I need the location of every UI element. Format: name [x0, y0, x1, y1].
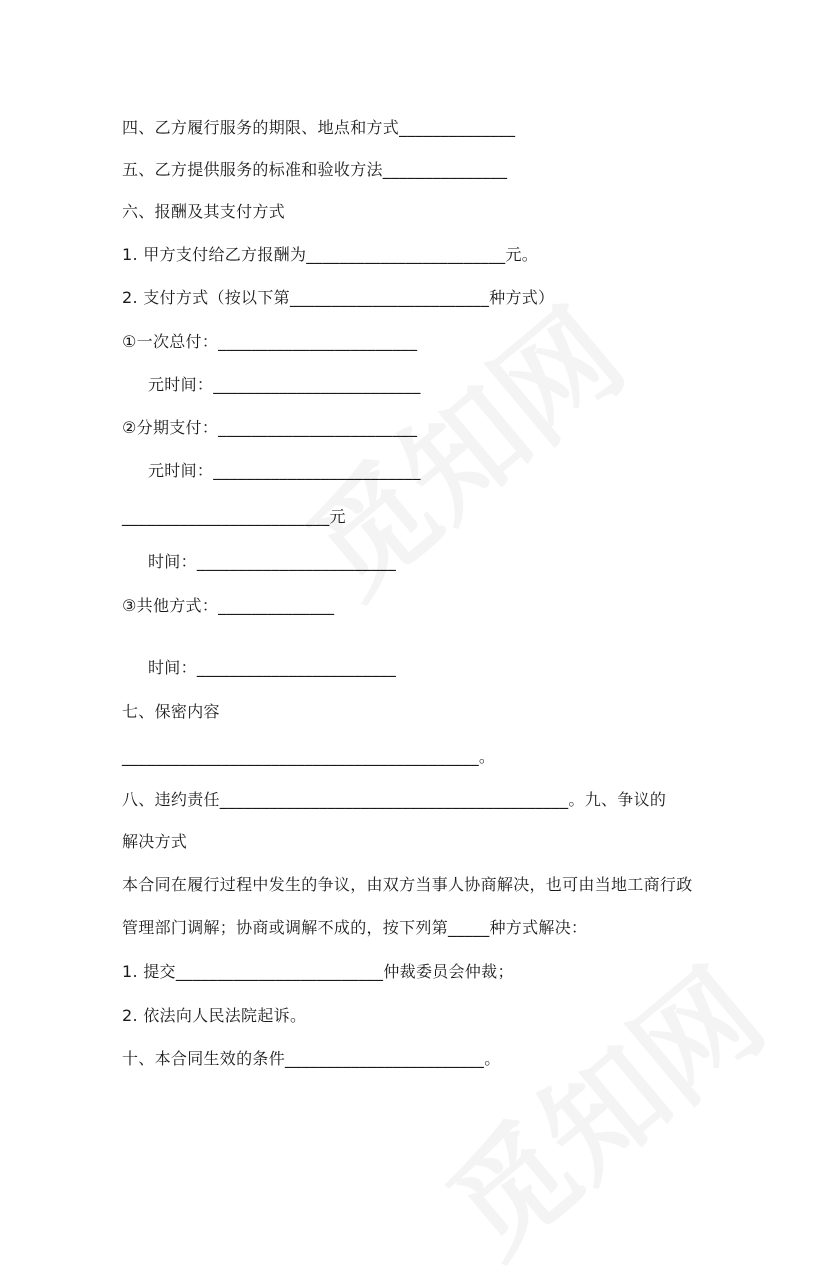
installment-amount-line: _________________________元 [122, 507, 346, 526]
payment-method-line: 2. 支付方式（按以下第________________________种方式） [122, 288, 555, 307]
payment-amount-line: 1. 甲方支付给乙方报酬为________________________元。 [122, 245, 539, 264]
section-8-heading: 八、违约责任__________________________________________。九、争议的 [122, 790, 667, 809]
section-6-heading: 六、报酬及其支付方式 [122, 202, 286, 221]
section-4-heading: 四、乙方履行服务的期限、地点和方式______________ [122, 118, 516, 137]
confidentiality-blank-line: ___________________________________________。 [122, 747, 496, 766]
section-10-heading: 十、本合同生效的条件________________________。 [122, 1049, 501, 1068]
dispute-paragraph-1: 本合同在履行过程中发生的争议，由双方当事人协商解决，也可由当地工商行政 [122, 875, 693, 894]
installment-time-line: 元时间：_________________________ [148, 461, 421, 480]
installment-line: ②分期支付：________________________ [122, 418, 418, 437]
other-method-time-line: 时间：________________________ [148, 658, 397, 677]
section-9-heading-cont: 解决方式 [122, 832, 188, 851]
arbitration-line: 1. 提交_________________________仲裁委员会仲裁； [122, 962, 514, 981]
lump-sum-time-line: 元时间：_________________________ [148, 375, 421, 394]
section-5-heading: 五、乙方提供服务的标准和验收方法_______________ [122, 160, 508, 179]
litigation-line: 2. 依法向人民法院起诉。 [122, 1006, 307, 1025]
installment-time-line-2: 时间：________________________ [148, 552, 397, 571]
lump-sum-line: ①一次总付：________________________ [122, 332, 418, 351]
section-7-heading: 七、保密内容 [122, 702, 220, 721]
watermark [267, 264, 653, 627]
dispute-paragraph-2: 管理部门调解；协商或调解不成的，按下列第_____种方式解决： [122, 918, 588, 937]
other-method-line: ③共他方式：______________ [122, 596, 335, 615]
